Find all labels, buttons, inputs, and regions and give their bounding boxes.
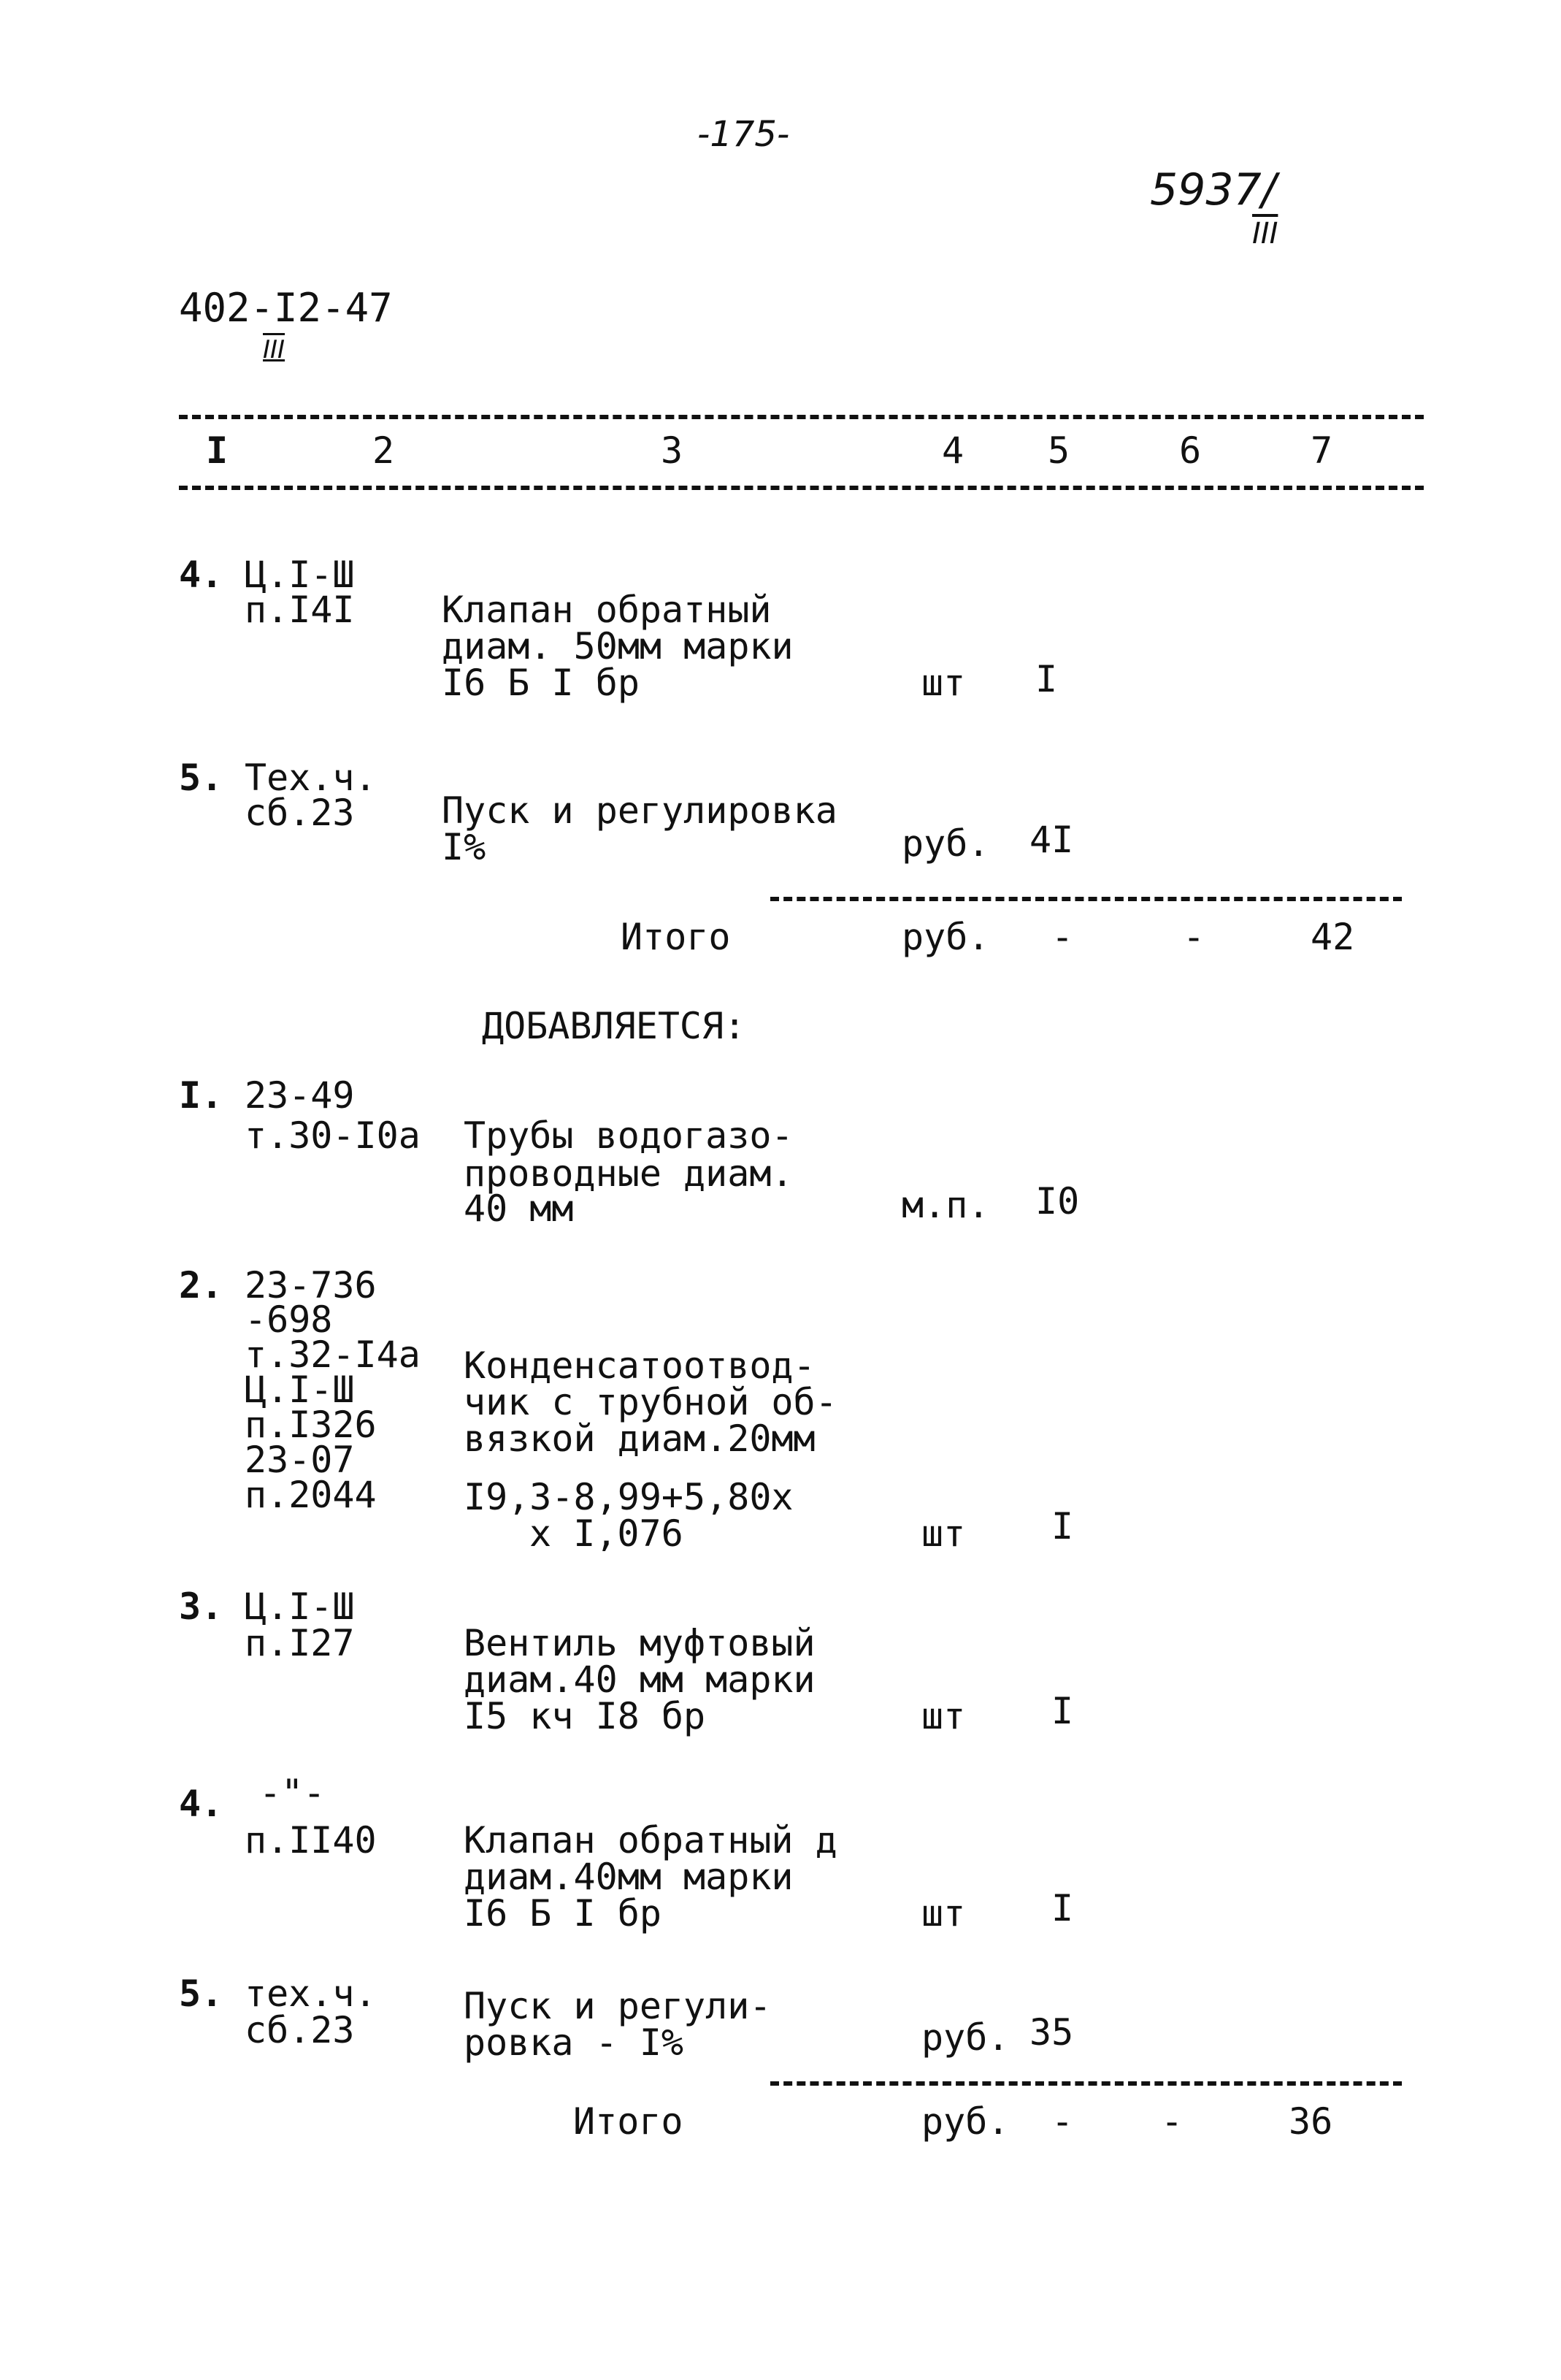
item-reference: Ц.I-Ш: [245, 1585, 355, 1628]
item-description: I5 кч I8 бр: [464, 1695, 706, 1737]
item-description: Вентиль муфтовый: [464, 1622, 816, 1664]
item-number: I.: [179, 1074, 223, 1117]
item-quantity: 4I: [1029, 819, 1074, 861]
item-description: диам.40 мм марки: [464, 1658, 816, 1701]
item-description: проводные диам.: [464, 1152, 794, 1195]
item-description: Клапан обратный д: [464, 1819, 837, 1861]
item-quantity: I0: [1035, 1180, 1080, 1222]
item-number: 5.: [179, 1973, 223, 2015]
total-rule: [770, 897, 1402, 901]
item-number: 2.: [179, 1264, 223, 1306]
item-description: I%: [442, 826, 486, 868]
item-quantity: I: [1051, 1887, 1074, 1929]
item-description: диам.40мм марки: [464, 1856, 794, 1898]
item-number: 3.: [179, 1585, 223, 1628]
item-description: Трубы водогазо-: [464, 1114, 794, 1157]
item-description: Пуск и регули-: [464, 1985, 772, 2027]
archive-sub: $\overline{III}$: [1252, 217, 1278, 250]
item-description: 40 мм: [464, 1187, 574, 1230]
item-reference: т.32-I4а: [245, 1334, 421, 1376]
item-reference: п.I27: [245, 1622, 355, 1664]
item-reference: сб.23: [245, 792, 355, 834]
total-col7: 42: [1311, 916, 1355, 958]
item-unit: шт: [921, 1695, 966, 1737]
column-number: 6: [1179, 429, 1202, 472]
item-number: 4.: [179, 554, 223, 596]
item-description: Конденсатоотвод-: [464, 1344, 816, 1387]
item-reference: 23-736: [245, 1264, 377, 1306]
item-description: ровка - I%: [464, 2021, 684, 2064]
doc-code: 402-I2-47: [179, 285, 393, 331]
item-reference: п.I4I: [245, 589, 355, 631]
total-label: Итого: [573, 2100, 683, 2143]
item-unit: руб.: [921, 2016, 1010, 2059]
item-description: Пуск и регулировка: [442, 789, 837, 832]
item-reference: -698: [245, 1298, 333, 1341]
total-rule: [770, 2081, 1402, 2086]
total-col7: 36: [1289, 2100, 1333, 2143]
column-number: 2: [372, 429, 395, 472]
archive-code: 5937/: [1150, 164, 1276, 215]
item-description: I6 Б I бр: [442, 662, 640, 704]
column-header-bottom-rule: [179, 486, 1424, 490]
total-col6: -: [1183, 916, 1205, 958]
item-unit: м.п.: [902, 1184, 990, 1226]
total-unit: руб.: [902, 916, 990, 958]
total-label: Итого: [621, 916, 731, 958]
item-unit: шт: [921, 1512, 966, 1555]
column-header-top-rule: [179, 415, 1424, 419]
item-reference: -"-: [259, 1772, 326, 1814]
item-formula: I9,3-8,99+5,80х: [464, 1476, 794, 1518]
doc-sub: III: [263, 335, 285, 364]
item-unit: руб.: [902, 822, 990, 865]
total-col5: -: [1051, 916, 1074, 958]
item-quantity: 35: [1029, 2011, 1074, 2054]
item-formula: х I,076: [529, 1512, 683, 1555]
total-unit: руб.: [921, 2100, 1010, 2143]
section-title: ДОБАВЛЯЕТСЯ:: [482, 1005, 746, 1047]
item-number: 4.: [179, 1783, 223, 1825]
item-description: Клапан обратный: [442, 589, 772, 631]
item-reference: Ц.I-Ш: [245, 1369, 355, 1411]
item-description: I6 Б I бр: [464, 1892, 661, 1935]
item-description: вязкой диам.20мм: [464, 1417, 816, 1460]
item-description: диам. 50мм марки: [442, 625, 794, 667]
column-number: 4: [942, 429, 964, 472]
item-reference: Ц.I-Ш: [245, 554, 355, 596]
item-reference: п.I326: [245, 1404, 377, 1446]
total-col6: -: [1161, 2100, 1184, 2143]
column-number: 7: [1311, 429, 1333, 472]
item-reference: п.II40: [245, 1819, 377, 1861]
page-number: -175-: [697, 114, 790, 155]
item-reference: тех.ч.: [245, 1973, 377, 2015]
column-number: 3: [661, 429, 683, 472]
column-number: I: [206, 429, 229, 472]
item-reference: 23-49: [245, 1074, 355, 1117]
item-quantity: I: [1051, 1505, 1074, 1547]
item-description: чик с трубной об-: [464, 1381, 837, 1423]
item-unit: шт: [921, 1892, 966, 1935]
item-number: 5.: [179, 757, 223, 799]
item-quantity: I: [1035, 658, 1058, 700]
total-col5: -: [1051, 2100, 1074, 2143]
item-quantity: I: [1051, 1690, 1074, 1732]
item-reference: сб.23: [245, 2009, 355, 2051]
item-reference: п.2044: [245, 1474, 377, 1516]
item-unit: шт: [921, 662, 966, 704]
item-reference: 23-07: [245, 1439, 355, 1481]
column-number: 5: [1048, 429, 1070, 472]
item-reference: т.30-I0а: [245, 1114, 421, 1157]
item-reference: Тех.ч.: [245, 757, 377, 799]
